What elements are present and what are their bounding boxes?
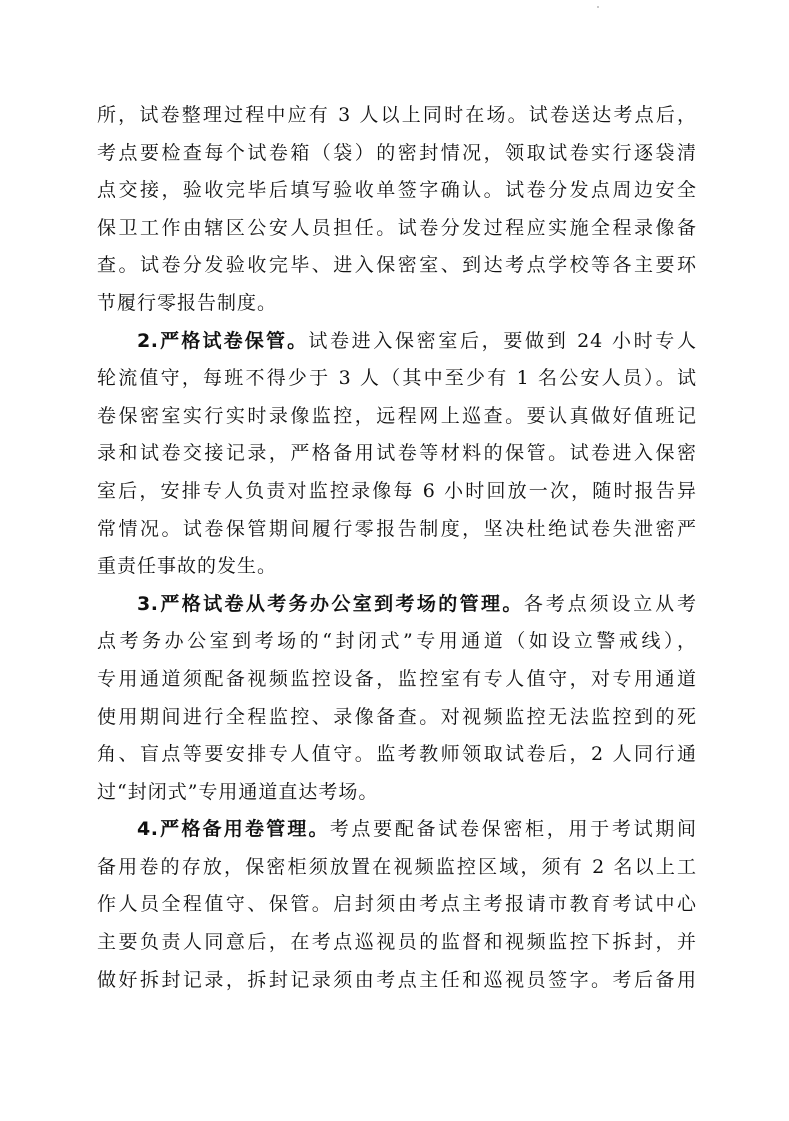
text-line: 使用期间进行全程监控、录像备查。对视频监控无法监控到的死 <box>97 705 697 728</box>
text-line: 节履行零报告制度。 <box>97 291 278 314</box>
document-body <box>97 97 697 999</box>
section-heading: 4.严格备用卷管理。 <box>137 818 330 841</box>
text-line: 常情况。试卷保管期间履行零报告制度，坚决杜绝试卷失泄密严 <box>97 517 697 540</box>
text-line-first <box>97 811 697 849</box>
text-line: 轮流值守，每班不得少于 3 人（其中至少有 1 名公安人员）。试 <box>97 367 697 390</box>
section-heading: 2.严格试卷保管。 <box>137 329 309 352</box>
text-line: 卷保密室实行实时录像监控，远程网上巡查。要认真做好值班记 <box>97 404 697 427</box>
text-line: 做好拆封记录，拆封记录须由考点主任和巡视员签字。考后备用 <box>97 968 697 991</box>
text-run: 考点要配备试卷保密柜，用于考试期间 <box>329 818 697 841</box>
section-heading: 3.严格试卷从考务办公室到考场的管理。 <box>137 592 524 615</box>
text-run: 试卷进入保密室后，要做到 24 小时专人 <box>308 329 697 352</box>
text-line: 角、盲点等要安排专人值守。监考教师领取试卷后，2 人同行通 <box>97 743 697 766</box>
text-line: 作人员全程值守、保管。启封须由考点主考报请市教育考试中心 <box>97 893 697 916</box>
paragraph-4 <box>97 811 697 999</box>
scan-dot <box>597 6 599 8</box>
paragraph-3 <box>97 586 697 812</box>
text-line: 考点要检查每个试卷箱（袋）的密封情况，领取试卷实行逐袋清 <box>97 141 697 164</box>
paragraph-2 <box>97 323 697 586</box>
text-line: 录和试卷交接记录，严格备用试卷等材料的保管。试卷进入保密 <box>97 442 697 465</box>
text-line: 重责任事故的发生。 <box>97 555 278 578</box>
text-line: 备用卷的存放，保密柜须放置在视频监控区域，须有 2 名以上工 <box>97 855 697 878</box>
text-line: 所，试卷整理过程中应有 3 人以上同时在场。试卷送达考点后， <box>97 104 697 126</box>
paragraph-1 <box>97 97 697 323</box>
text-run: 各考点须设立从考 <box>523 592 697 615</box>
text-line-first <box>97 323 697 361</box>
text-line: 查。试卷分发验收完毕、进入保密室、到达考点学校等各主要环 <box>97 254 697 277</box>
text-line: 过“封闭式”专用通道直达考场。 <box>97 780 379 803</box>
text-line: 点考务办公室到考场的“封闭式”专用通道（如设立警戒线）， <box>97 630 697 653</box>
text-line: 专用通道须配备视频监控设备，监控室有专人值守，对专用通道 <box>97 667 697 690</box>
text-line: 主要负责人同意后，在考点巡视员的监督和视频监控下拆封，并 <box>97 931 697 954</box>
text-line-first <box>97 586 697 624</box>
text-line: 保卫工作由辖区公安人员担任。试卷分发过程应实施全程录像备 <box>97 216 697 239</box>
text-line: 点交接，验收完毕后填写验收单签字确认。试卷分发点周边安全 <box>97 179 697 202</box>
text-line: 室后，安排专人负责对监控录像每 6 小时回放一次，随时报告异 <box>97 479 697 502</box>
